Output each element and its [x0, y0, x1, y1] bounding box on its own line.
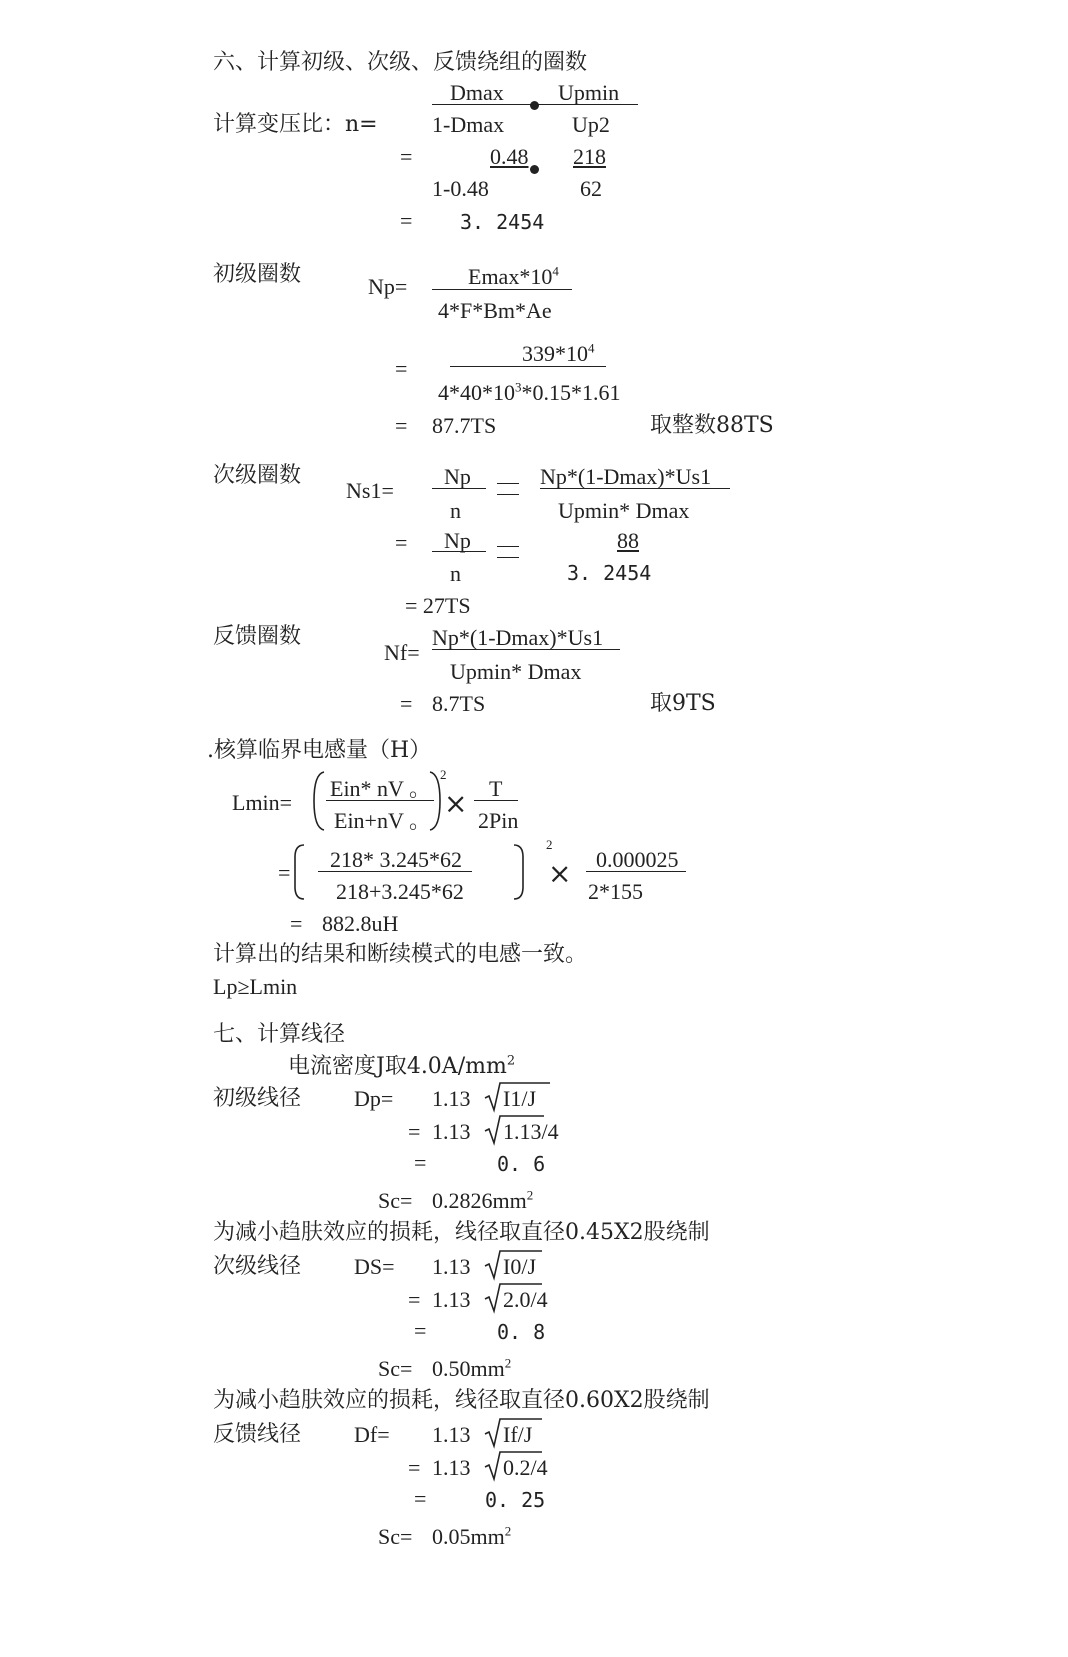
primary-den2-exp: 3: [515, 379, 522, 395]
feedback-wire-sc: [432, 1523, 512, 1549]
inductance-inner-den: Ein+nV 。: [334, 808, 431, 833]
inductance-conclusion: 计算出的结果和断续模式的电感一致。: [213, 942, 588, 967]
inductance-t-line2: [586, 871, 686, 872]
secondary-wire-label: 次级线径: [213, 1254, 302, 1279]
primary-wire-sc-exp: 2: [526, 1187, 534, 1203]
secondary-equal-bar-b: [497, 494, 519, 495]
primary-wire-sc: [432, 1187, 534, 1213]
primary-num: [468, 263, 559, 289]
primary-wire-note: 为减小趋肤效应的损耗，线径取直径0.45X2股绕制: [213, 1220, 710, 1245]
secondary-wire-k1: 1.13: [432, 1254, 471, 1279]
secondary-rnum: Np*(1-Dmax)*Us1: [540, 464, 712, 489]
inductance-times2: ×: [548, 857, 572, 890]
primary-wire-k2: 1.13: [432, 1119, 471, 1144]
secondary-rnum2: 88: [617, 528, 639, 553]
primary-fraction-line-2: [450, 366, 606, 367]
secondary-equal-bar-a: [497, 483, 519, 484]
inductance-times: ×: [444, 787, 468, 820]
feedback-wire-equals-2: =: [414, 1486, 427, 1511]
feedback-result: 8.7TS: [432, 691, 486, 716]
primary-den: 4*F*Bm*Ae: [438, 298, 552, 323]
primary-den2: [438, 379, 621, 405]
inductance-inner-num2: 218* 3.245*62: [330, 847, 462, 872]
secondary-wire-sc-exp: 2: [504, 1355, 512, 1371]
feedback-wire-equals-1: =: [408, 1455, 421, 1480]
inductance-result: 882.8uH: [322, 911, 399, 936]
feedback-fraction-line: [432, 649, 620, 650]
ratio-multiply-dot-2: [530, 165, 539, 174]
ratio-num-048: 0.48: [490, 144, 529, 169]
ratio-result: 3. 2454: [460, 210, 545, 234]
feedback-wire-sc-exp: 2: [504, 1523, 512, 1539]
feedback-wire-k1: 1.13: [432, 1422, 471, 1447]
primary-wire-equals-1: =: [408, 1119, 421, 1144]
primary-wire-rad2: 1.13/4: [503, 1119, 559, 1144]
ratio-equals-2: =: [400, 208, 413, 233]
inductance-exp: 2: [440, 767, 447, 782]
feedback-equals: =: [400, 691, 413, 716]
feedback-wire-sc-text: 0.05mm: [432, 1524, 505, 1549]
ratio-den-62: 62: [580, 176, 602, 201]
ratio-num-218: 218: [573, 144, 606, 169]
inductance-paren-left: [312, 770, 326, 832]
inductance-lhs: Lmin=: [232, 790, 293, 815]
ratio-num-dmax: Dmax: [450, 80, 504, 105]
secondary-num2-np: Np: [444, 528, 471, 553]
primary-wire-equals-2: =: [414, 1150, 427, 1175]
inductance-bracket-right: [512, 843, 526, 901]
secondary-equals-1: =: [395, 530, 408, 555]
inductance-exp2: 2: [546, 837, 553, 852]
current-density: [288, 1053, 516, 1079]
inductance-inner-den2: 218+3.245*62: [336, 879, 464, 904]
primary-num-text: Emax*10: [468, 264, 553, 289]
secondary-wire-note: 为减小趋肤效应的损耗，线径取直径0.60X2股绕制: [213, 1388, 710, 1413]
inductance-equals-2: =: [290, 911, 303, 936]
section7-heading: 七、计算线径: [213, 1022, 346, 1047]
feedback-lhs: Nf=: [384, 640, 420, 665]
secondary-wire-result: 0. 8: [497, 1320, 546, 1344]
secondary-wire-rad2: 2.0/4: [503, 1287, 548, 1312]
ratio-den-up2: Up2: [572, 112, 610, 137]
inductance-t-den2: 2*155: [588, 879, 643, 904]
secondary-wire-sc-label: Sc=: [378, 1356, 413, 1381]
primary-fraction-line: [432, 289, 572, 290]
secondary-num-np: Np: [444, 464, 471, 489]
secondary-turns-label: 次级圈数: [213, 463, 302, 488]
primary-num2-text: 339*10: [522, 341, 588, 366]
secondary-rden: Upmin* Dmax: [558, 498, 690, 523]
secondary-wire-sc: [432, 1355, 512, 1381]
ratio-den-1-dmax: 1-Dmax: [432, 112, 505, 137]
secondary-wire-equals-1: =: [408, 1287, 421, 1312]
secondary-equal-bar-c: [497, 546, 519, 547]
secondary-wire-lhs: DS=: [354, 1254, 395, 1279]
feedback-wire-lhs: Df=: [354, 1422, 390, 1447]
primary-num2: [522, 340, 595, 366]
current-density-exp: 2: [506, 1053, 516, 1069]
ratio-num-upmin: Upmin: [558, 80, 620, 105]
feedback-den: Upmin* Dmax: [450, 659, 582, 684]
inductance-inner-line2: [318, 871, 472, 872]
secondary-wire-rad1: I0/J: [503, 1254, 536, 1279]
primary-wire-label: 初级线径: [213, 1086, 302, 1111]
secondary-fraction-line-3: [432, 551, 486, 552]
secondary-wire-equals-2: =: [414, 1318, 427, 1343]
ratio-den-1-048: 1-0.48: [432, 176, 489, 201]
primary-lhs: Np=: [368, 274, 408, 299]
inductance-inner-line: [326, 800, 434, 801]
secondary-result: = 27TS: [405, 593, 471, 618]
primary-num-exp: 4: [552, 263, 559, 279]
primary-equals-1: =: [395, 356, 408, 381]
primary-wire-rad1: I1/J: [503, 1086, 536, 1111]
inductance-t-line: [474, 800, 518, 801]
inductance-inner-num: Ein* nV 。: [330, 776, 432, 801]
inductance-heading: .核算临界电感量（H）: [207, 738, 432, 763]
inductance-t-num2: 0.000025: [596, 847, 679, 872]
inductance-t-num: T: [489, 776, 503, 801]
primary-wire-k1: 1.13: [432, 1086, 471, 1111]
primary-result: 87.7TS: [432, 413, 497, 438]
secondary-wire-k2: 1.13: [432, 1287, 471, 1312]
primary-round-note: 取整数88TS: [650, 413, 774, 438]
primary-wire-sc-label: Sc=: [378, 1188, 413, 1213]
primary-turns-label: 初级圈数: [213, 262, 302, 287]
secondary-den-n: n: [450, 498, 461, 523]
secondary-fraction-line-2: [540, 488, 730, 489]
secondary-fraction-line-1: [432, 488, 486, 489]
current-density-text: 电流密度J取4.0A/mm: [288, 1054, 507, 1079]
feedback-wire-label: 反馈线径: [213, 1422, 302, 1447]
secondary-wire-sc-text: 0.50mm: [432, 1356, 505, 1381]
section6-heading: 六、计算初级、次级、反馈绕组的圈数: [213, 50, 588, 75]
ratio-label: 计算变压比：n=: [213, 112, 378, 137]
secondary-den2-n: n: [450, 561, 461, 586]
ratio-equals-1: =: [400, 144, 413, 169]
feedback-wire-rad2: 0.2/4: [503, 1455, 548, 1480]
feedback-wire-k2: 1.13: [432, 1455, 471, 1480]
feedback-num: Np*(1-Dmax)*Us1: [432, 625, 604, 650]
secondary-equal-bar-d: [497, 557, 519, 558]
feedback-round-note: 取9TS: [650, 691, 716, 716]
inductance-t-den: 2Pin: [478, 808, 519, 833]
primary-wire-sc-text: 0.2826mm: [432, 1188, 527, 1213]
primary-den2-a: 4*40*10: [438, 380, 515, 405]
inductance-condition: Lp≥Lmin: [213, 974, 298, 999]
feedback-wire-rad1: If/J: [503, 1422, 533, 1447]
primary-equals-2: =: [395, 413, 408, 438]
primary-wire-result: 0. 6: [497, 1152, 546, 1176]
ratio-multiply-dot: [530, 101, 539, 110]
inductance-equals-1: =: [278, 860, 291, 885]
inductance-bracket-left: [292, 843, 306, 901]
primary-num2-exp: 4: [588, 340, 595, 356]
primary-wire-lhs: Dp=: [354, 1086, 394, 1111]
feedback-wire-result: 0. 25: [485, 1488, 546, 1512]
feedback-wire-sc-label: Sc=: [378, 1524, 413, 1549]
secondary-lhs: Ns1=: [346, 478, 394, 503]
primary-den2-b: *0.15*1.61: [521, 380, 621, 405]
feedback-turns-label: 反馈圈数: [213, 624, 302, 649]
secondary-rden2: 3. 2454: [567, 561, 652, 585]
